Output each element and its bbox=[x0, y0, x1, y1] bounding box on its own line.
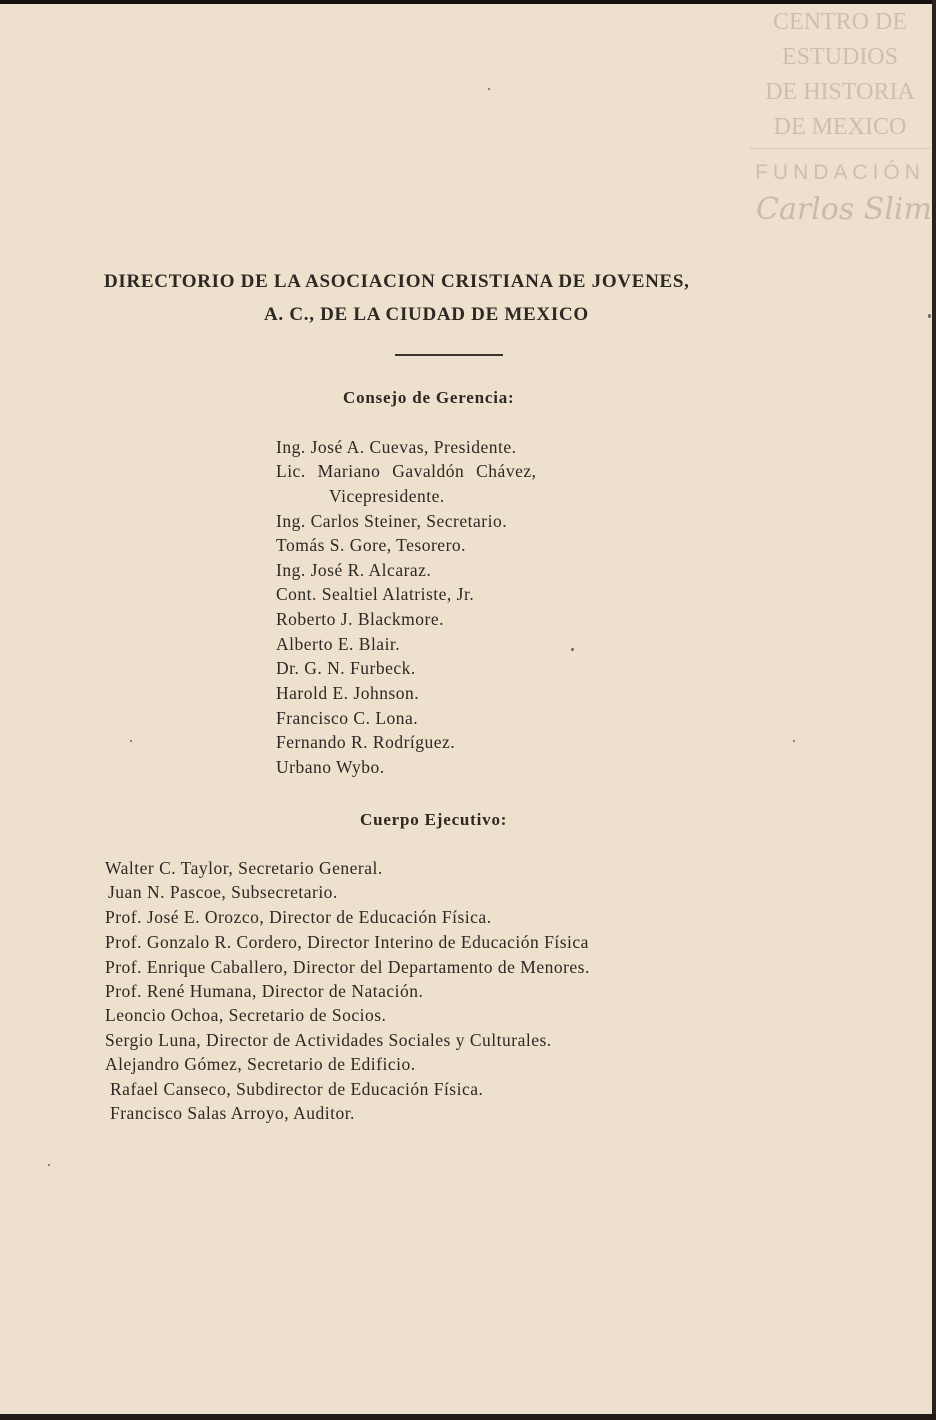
stamp-foundation: FUNDACIÓN bbox=[755, 161, 925, 184]
stamp-divider bbox=[750, 148, 930, 149]
stamp-line: CENTRO DE bbox=[773, 9, 907, 35]
consejo-member: Roberto J. Blackmore. bbox=[276, 609, 444, 629]
heading-line-2: A. C., DE LA CIUDAD DE MEXICO bbox=[264, 304, 589, 325]
consejo-member: Cont. Sealtiel Alatriste, Jr. bbox=[276, 584, 475, 604]
ejecutivo-member: Leoncio Ochoa, Secretario de Socios. bbox=[105, 1005, 387, 1025]
ejecutivo-member: Prof. Enrique Caballero, Director del Departamento de Menores. bbox=[105, 957, 590, 977]
consejo-member: Fernando R. Rodríguez. bbox=[276, 732, 456, 752]
consejo-member: Vicepresidente. bbox=[329, 486, 445, 506]
consejo-member: Ing. José R. Alcaraz. bbox=[276, 560, 432, 580]
page-edge-bottom bbox=[0, 1414, 936, 1420]
consejo-member: Lic. Mariano Gavaldón Chávez, bbox=[276, 461, 537, 481]
ejecutivo-member: Prof. José E. Orozco, Director de Educación Física. bbox=[105, 907, 492, 927]
stamp-signature: Carlos Slim bbox=[756, 192, 932, 227]
stamp-line: DE HISTORIA bbox=[765, 79, 915, 105]
paper-speck bbox=[48, 1164, 50, 1166]
paper-speck bbox=[793, 740, 795, 742]
ejecutivo-member: Francisco Salas Arroyo, Auditor. bbox=[110, 1103, 355, 1123]
stamp-line: ESTUDIOS bbox=[781, 44, 898, 70]
archive-stamp bbox=[748, 4, 932, 244]
paper-speck bbox=[130, 740, 132, 742]
ejecutivo-member: Prof. René Humana, Director de Natación. bbox=[105, 981, 424, 1001]
consejo-member: Ing. José A. Cuevas, Presidente. bbox=[276, 437, 517, 457]
paper-speck bbox=[571, 648, 574, 651]
consejo-member: Tomás S. Gore, Tesorero. bbox=[276, 535, 467, 555]
consejo-member: Urbano Wybo. bbox=[276, 757, 385, 777]
heading-line-1: DIRECTORIO DE LA ASOCIACION CRISTIANA DE JOVENES, bbox=[104, 271, 690, 292]
ejecutivo-member: Alejandro Gómez, Secretario de Edificio. bbox=[105, 1054, 416, 1074]
consejo-member: Alberto E. Blair. bbox=[276, 634, 401, 654]
paper-speck bbox=[928, 314, 931, 318]
consejo-member: Harold E. Johnson. bbox=[276, 683, 420, 703]
stamp-line: DE MEXICO bbox=[773, 114, 907, 140]
consejo-member: Ing. Carlos Steiner, Secretario. bbox=[276, 511, 508, 531]
paper-speck bbox=[488, 88, 490, 90]
ejecutivo-member: Walter C. Taylor, Secretario General. bbox=[105, 858, 383, 878]
ejecutivo-member: Rafael Canseco, Subdirector de Educación Física. bbox=[110, 1079, 484, 1099]
ejecutivo-heading: Cuerpo Ejecutivo: bbox=[360, 810, 508, 829]
title-divider bbox=[395, 354, 503, 356]
consejo-heading: Consejo de Gerencia: bbox=[343, 388, 515, 407]
page-edge-right bbox=[932, 0, 936, 1420]
consejo-member: Dr. G. N. Furbeck. bbox=[276, 658, 416, 678]
ejecutivo-member: Sergio Luna, Director de Actividades Sociales y Culturales. bbox=[105, 1030, 552, 1050]
consejo-member: Francisco C. Lona. bbox=[276, 708, 419, 728]
document-page bbox=[0, 4, 934, 1414]
ejecutivo-member: Prof. Gonzalo R. Cordero, Director Interino de Educación Física bbox=[105, 932, 589, 952]
ejecutivo-member: Juan N. Pascoe, Subsecretario. bbox=[108, 882, 338, 902]
